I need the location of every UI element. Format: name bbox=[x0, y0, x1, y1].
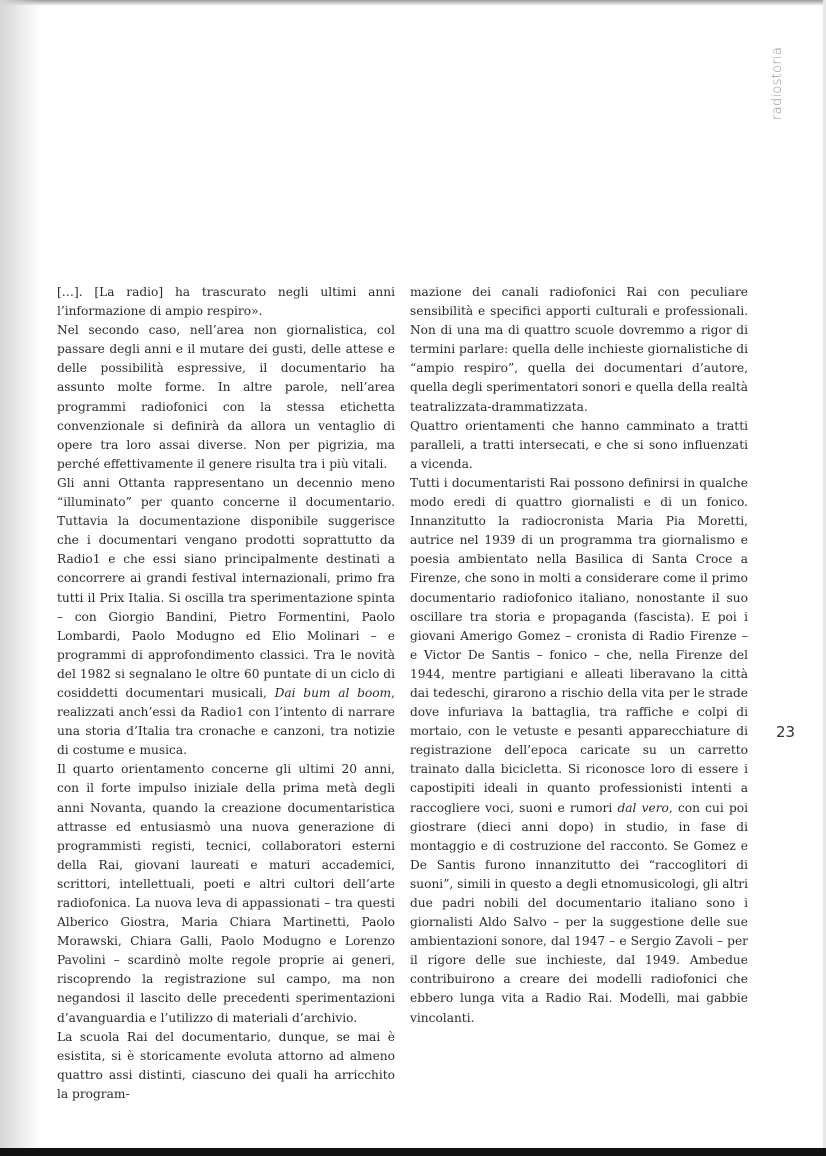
paragraph bbox=[57, 474, 395, 760]
page-number: 23 bbox=[776, 723, 796, 741]
paragraph-text: , con cui poi giostrare (dieci anni dopo) in studio, in fase di montaggio e di costruzione del racconto. Se Gomez e De Santis furono innanzitutto dei “raccoglitori di suoni”, simili in questo a degli etnomusicologi, gli altri due padri nobili del documentario italiano sono i giornalisti Aldo Salvo – per la suggestione delle sue ambientazioni sonore, dal 1947 – e Sergio Zavoli – per il rigore delle sue inchieste, dal 1949. Ambedue contribuirono a creare dei modelli radiofonici che ebbero lunga vita a Radio Rai. Modelli, mai gabbie vincolanti. bbox=[410, 800, 748, 1025]
right-column bbox=[410, 283, 748, 1028]
paragraph: Nel secondo caso, nell’area non giornalistica, col passare degli anni e il mutare dei gusti, delle attese e delle possibilità espressive, il documentario ha assunto molte forme. In altre parole, nell’area programmi radiofonici con la stessa etichetta convenzionale si definirà da allora un ventaglio di opere tra loro assai diverse. Non per pigrizia, ma perché effettivamente il genere risulta tra i più vitali. bbox=[57, 323, 395, 471]
paragraph: La scuola Rai del documentario, dunque, se mai è esistita, si è storicamente evoluta attorno ad almeno quattro assi distinti, ciascuno dei quali ha arricchito la program- bbox=[57, 1029, 395, 1101]
page-gutter-shadow bbox=[0, 0, 40, 1156]
paragraph: mazione dei canali radiofonici Rai con peculiare sensibilità e specifici apporti culturali e professionali. Non di una ma di quattro scuole dovremmo a rigor di termini parlare: quella delle inchieste giornalistiche di “ampio respiro”, quella dei documentari d’autore, quella degli sperimentatori sonori e quella della realtà teatralizzata-drammatizzata. bbox=[410, 285, 748, 414]
paragraph: […]. [La radio] ha trascurato negli ultimi anni l’informazione di ampio respiro». bbox=[57, 285, 395, 319]
paragraph: Quattro orientamenti che hanno camminato a tratti paralleli, a tratti intersecati, e che si sono influenzati a vicenda. bbox=[410, 418, 748, 471]
paragraph-text: , realizzati anch’essi da Radio1 con l’intento di narrare una storia d’Italia tra cronache e canzoni, tra notizie di costume e musica. bbox=[57, 685, 395, 758]
running-head: radiostoria bbox=[770, 46, 785, 120]
paragraph-text: Tutti i documentaristi Rai possono definirsi in qualche modo eredi di quattro giornalisti e di un fonico. Innanzitutto la radiocronista Maria Pia Moretti, autrice nel 1939 di un programma tra giornalismo e poesia ambientato nella Basilica di Santa Croce a Firenze, che sono in molti a considerare come il primo documentario radiofonico italiano, nonostante il suo oscillare tra storia e propaganda (fascista). E poi i giovani Amerigo Gomez – cronista di Radio Firenze – e Victor De Santis – fonico – che, nella Firenze del 1944, mentre partigiani e alleati liberavano la città dai tedeschi, girarono a rischio della vita per le strade dove infuriava la battaglia, tra raffiche e colpi di mortaio, con le vetuste e pesanti apparecchiature di registrazione dell’epoca caricate su un carretto trainato dalla bicicletta. Si riconosce loro di essere i capostipiti ideali in quanto professionisti intenti a raccogliere voci, suoni e rumori bbox=[410, 475, 748, 815]
term-italic: dal vero bbox=[617, 800, 669, 815]
left-column bbox=[57, 283, 395, 1104]
paragraph: Il quarto orientamento concerne gli ultimi 20 anni, con il forte impulso iniziale della prima metà degli anni Novanta, quando la creazione documentaristica attrasse ed entusiasmò una nuova generazione di programmisti registi, tecnici, collaboratori esterni della Rai, giovani laureati e maturi accademici, scrittori, intellettuali, poeti e altri cultori dell’arte radiofonica. La nuova leva di appassionati – tra questi Alberico Giostra, Maria Chiara Martinetti, Paolo Morawski, Chiara Galli, Paolo Modugno e Lorenzo Pavolini – scardinò molte regole proprie ai generi, riscoprendo la registrazione sul campo, ma non negandosi il lascito delle precedenti sperimentazioni d’avanguardia e l’utilizzo di materiali d’archivio. bbox=[57, 762, 395, 1025]
paragraph-text: Gli anni Ottanta rappresentano un decennio meno “illuminato” per quanto concerne il documentario. Tuttavia la documentazione disponibile suggerisce che i documentari vengano prodotti soprattutto da Radio1 e che essi siano principalmente destinati a concorrere ai grandi festival internazionali, primo fra tutti il Prix Italia. Si oscilla tra sperimentazione spinta – con Giorgio Bandini, Pietro Formentini, Paolo Lombardi, Paolo Modugno ed Elio Molinari – e programmi di approfondimento classici. Tra le novità del 1982 si segnalano le oltre 60 puntate di un ciclo di cosiddetti documentari musicali, bbox=[57, 475, 395, 700]
page-bottom-edge bbox=[0, 1148, 826, 1156]
title-italic: Dai bum al boom bbox=[274, 685, 392, 700]
paragraph bbox=[410, 474, 748, 1028]
page-top-shadow bbox=[0, 0, 826, 6]
